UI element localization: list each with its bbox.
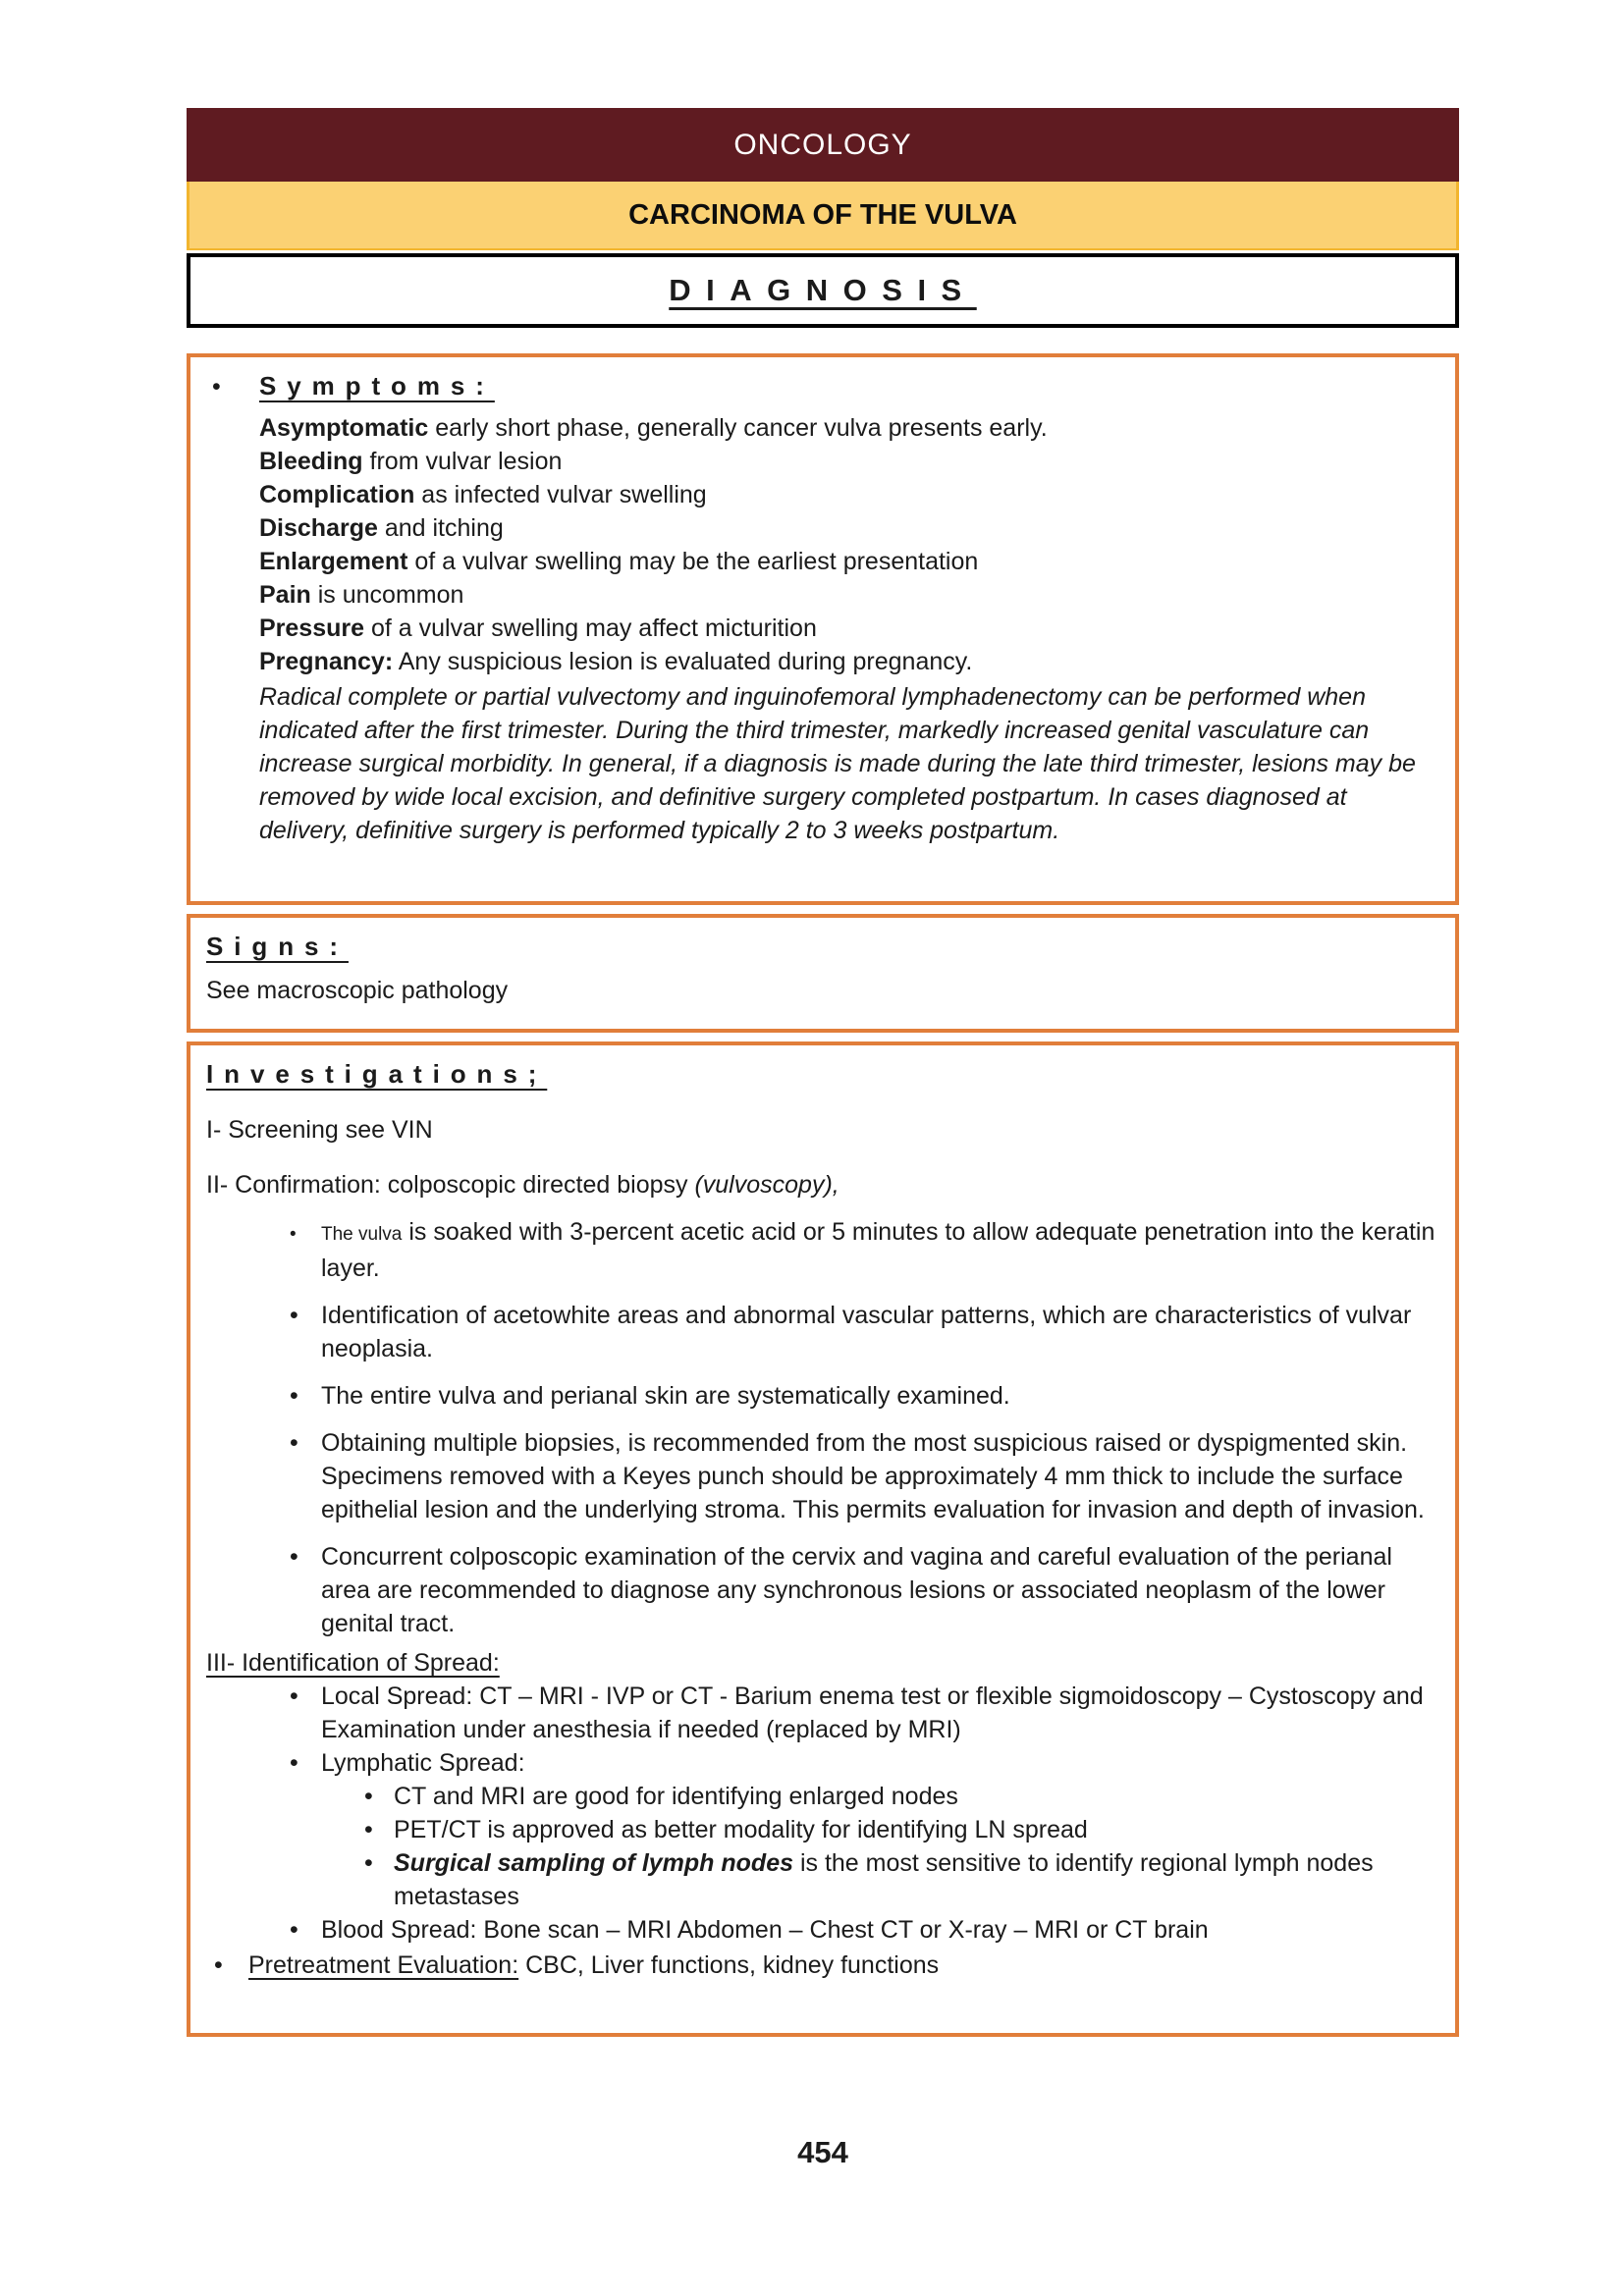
bullet-icon: •	[290, 1382, 298, 1410]
vulvoscopy-italic: (vulvoscopy),	[694, 1171, 839, 1199]
bullet-text: Identification of acetowhite areas and abnormal vascular patterns, which are characteristics of vulvar neoplasia.	[321, 1302, 1412, 1362]
bullet-icon: •	[290, 1749, 298, 1777]
bold-italic-run: Surgical sampling of lymph nodes	[394, 1849, 794, 1877]
bullet-text: CT and MRI are good for identifying enlarged nodes	[394, 1783, 958, 1810]
bullet-icon: •	[364, 1849, 373, 1877]
pretreatment-bullet	[206, 1949, 1435, 1982]
section-banner	[187, 253, 1459, 328]
investigations-box	[187, 1041, 1459, 2037]
text-run: Local Spread: CT – MRI - IVP or CT - Barium enema test or flexible sigmoidoscopy – Cystoscopy and	[321, 1682, 1424, 1710]
investigations-inner	[202, 1057, 1435, 1982]
signs-box	[187, 914, 1459, 1033]
symptom-line	[259, 578, 1435, 612]
chapter-title: ONCOLOGY	[733, 128, 912, 161]
local-spread-bullet	[206, 1680, 1435, 1746]
symptom-line	[259, 612, 1435, 645]
bullet-icon: •	[290, 1543, 298, 1571]
symptom-text: from vulvar lesion	[362, 448, 563, 475]
signs-heading: Signs:	[206, 932, 349, 961]
bullet-text: Lymphatic Spread:	[321, 1749, 525, 1777]
spread-heading: III- Identification of Spread:	[206, 1649, 500, 1677]
confirmation-bullet	[206, 1540, 1435, 1640]
lymphatic-spread-bullet	[206, 1746, 1435, 1780]
symptom-text: as infected vulvar swelling	[414, 481, 707, 508]
symptom-line	[259, 478, 1435, 511]
chapter-banner	[187, 108, 1459, 182]
symptom-line	[259, 511, 1435, 545]
symptoms-heading: Symptoms:	[259, 371, 495, 400]
symptom-text: of a vulvar swelling may be the earliest presentation	[407, 548, 979, 575]
bullet-icon: •	[290, 1429, 298, 1457]
symptoms-heading-row	[202, 369, 1435, 403]
section-title: DIAGNOSIS	[669, 273, 977, 307]
page-content	[187, 0, 1459, 2170]
bullet-icon: •	[290, 1224, 297, 1245]
confirmation-text: II- Confirmation: colposcopic directed biopsy	[206, 1171, 695, 1199]
symptoms-body	[259, 411, 1435, 847]
text-run: if needed (replaced by MRI)	[651, 1716, 961, 1743]
bullet-text: Concurrent colposcopic examination of the cervix and vagina and careful evaluation of the perianal area are recommended to diagnose any synchronous lesions or associated neoplasm of the lower genital tract.	[321, 1543, 1392, 1637]
text-run: CBC, Liver functions, kidney functions	[518, 1951, 940, 1979]
blood-spread-bullet	[206, 1913, 1435, 1947]
symptom-text: and itching	[377, 514, 504, 542]
bullet-text	[321, 1215, 1435, 1285]
bullet-text	[394, 1846, 1435, 1913]
lymphatic-sub-bullet	[206, 1846, 1435, 1913]
symptom-lead: Enlargement	[259, 548, 408, 575]
italic-run: Examination under anesthesia	[321, 1716, 652, 1743]
bullet-icon: •	[214, 1951, 223, 1979]
small-text-run: The vulva	[321, 1224, 403, 1245]
bullet-icon: •	[290, 1682, 298, 1710]
screening-line: I- Screening see VIN	[206, 1116, 433, 1144]
symptom-lead: Complication	[259, 481, 415, 508]
topic-banner	[187, 182, 1459, 250]
symptom-text: Any suspicious lesion is evaluated during pregnancy.	[393, 648, 973, 675]
symptom-lead: Pressure	[259, 614, 365, 642]
text-run: is soaked with 3-percent acetic acid or 5 minutes to allow adequate penetration into the keratin layer.	[321, 1218, 1435, 1282]
investigations-heading: Investigations;	[206, 1059, 548, 1089]
bullet-icon: •	[364, 1783, 373, 1810]
pretreatment-label: Pretreatment Evaluation:	[248, 1951, 519, 1979]
signs-inner	[202, 930, 1435, 1007]
pregnancy-surgery-note: Radical complete or partial vulvectomy and inguinofemoral lymphadenectomy can be performed when indicated after the first trimester. During the third trimester, markedly increased genital vasculature can increase surgical morbidity. In general, if a diagnosis is made during the late third trimester, lesions may be removed by wide local excision, and definitive surgery completed postpartum. In cases diagnosed at delivery, definitive surgery is performed typically 2 to 3 weeks postpartum.	[259, 683, 1416, 844]
confirmation-line	[206, 1168, 1435, 1201]
symptom-lead: Pregnancy:	[259, 648, 394, 675]
bullet-icon: •	[290, 1916, 298, 1944]
page-number: 454	[797, 2135, 848, 2169]
symptom-lead: Pain	[259, 581, 311, 609]
confirmation-bullet	[206, 1379, 1435, 1413]
symptom-text: of a vulvar swelling may affect micturition	[364, 614, 817, 642]
confirmation-bullet	[206, 1215, 1435, 1285]
bullet-icon: •	[212, 373, 221, 400]
symptom-text: is uncommon	[310, 581, 464, 609]
symptoms-box	[187, 353, 1459, 905]
confirmation-bullet	[206, 1426, 1435, 1526]
symptom-lead: Bleeding	[259, 448, 363, 475]
lymphatic-sub-bullet	[206, 1780, 1435, 1813]
symptom-line	[259, 411, 1435, 445]
bullet-text: Obtaining multiple biopsies, is recommended from the most suspicious raised or dyspigmented skin. Specimens removed with a Keyes punch should be approximately 4 mm thick to include the surface epithelial lesion and the underlying stroma. This permits evaluation for invasion and depth of invasion.	[321, 1429, 1425, 1523]
symptom-line	[259, 645, 1435, 678]
symptom-lead: Discharge	[259, 514, 378, 542]
text-run: is the most sensitive to identify regional lymph nodes metastases	[394, 1849, 1374, 1910]
confirmation-bullet	[206, 1299, 1435, 1365]
bullet-text	[248, 1949, 939, 1982]
symptom-lead: Asymptomatic	[259, 414, 429, 442]
bullet-icon: •	[364, 1816, 373, 1843]
bullet-icon: •	[290, 1302, 298, 1329]
bullet-text: The entire vulva and perianal skin are systematically examined.	[321, 1382, 1010, 1410]
bullet-text: PET/CT is approved as better modality for identifying LN spread	[394, 1816, 1088, 1843]
symptom-line	[259, 545, 1435, 578]
bullet-text	[321, 1680, 1435, 1746]
topic-title: CARCINOMA OF THE VULVA	[628, 198, 1017, 231]
signs-body: See macroscopic pathology	[206, 977, 509, 1004]
symptom-line	[259, 445, 1435, 478]
symptom-text: early short phase, generally cancer vulva presents early.	[428, 414, 1048, 442]
bullet-text: Blood Spread: Bone scan – MRI Abdomen – Chest CT or X-ray – MRI or CT brain	[321, 1916, 1209, 1944]
lymphatic-sub-bullet	[206, 1813, 1435, 1846]
